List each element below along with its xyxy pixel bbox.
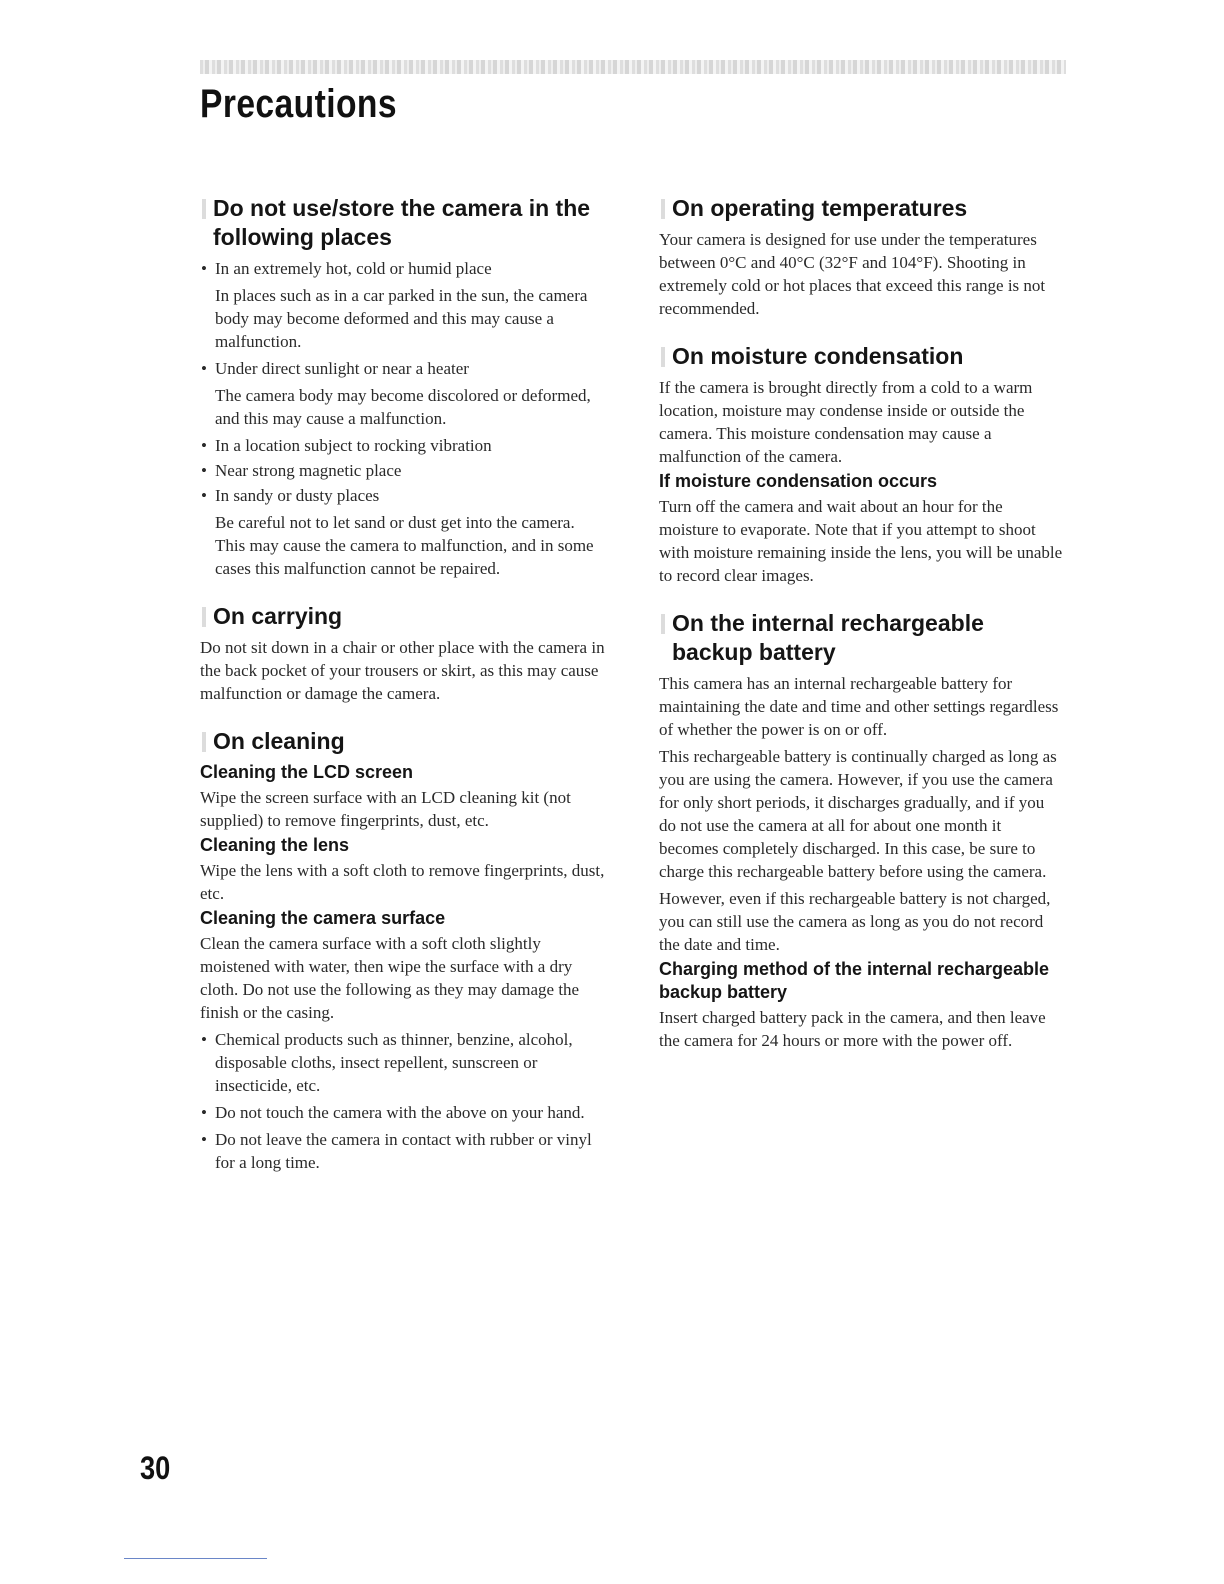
bullet-list [200,1028,605,1174]
section-heading: On the internal rechargeable backup battery [659,609,1064,667]
heading-marker [202,607,206,627]
paragraph: If the camera is brought directly from a cold to a warm location, moisture may condense inside or outside the camera. This moisture condensation may cause a malfunction of the camera. [659,378,1033,466]
paragraph: Wipe the screen surface with an LCD cleaning kit (not supplied) to remove fingerprints, dust, etc. [200,788,571,830]
section-moisture [659,342,1064,587]
paragraph: Clean the camera surface with a soft cloth slightly moistened with water, then wipe the surface with a dry cloth. Do not use the following as they may damage the finish or the casing. [200,934,580,1022]
list-item: • Chemical products such as thinner, benzine, alcohol, disposable cloths, insect repellent, sunscreen or insecticide, etc. [201,1030,573,1095]
heading-marker [202,732,206,752]
section-temperatures [659,194,1064,320]
header-decorative-band [200,60,1066,74]
paragraph: This rechargeable battery is continually charged as long as you are using the camera. However, if you use the camera for only short periods, it discharges gradually, and if you do not use the camera at all for about one month it becomes completely discharged. In this case, be sure to charge this rechargeable battery before using the camera. [659,747,1057,881]
paragraph: Wipe the lens with a soft cloth to remove fingerprints, dust, etc. [200,861,605,903]
subheading-lens: Cleaning the lens [200,835,350,855]
footer-rule [124,1558,267,1559]
section-heading: On cleaning [200,727,605,756]
section-heading: On operating temperatures [659,194,1064,223]
section-heading: On carrying [200,602,605,631]
paragraph: Turn off the camera and wait about an hour for the moisture to evaporate. Note that if you attempt to shoot with moisture remaining inside the lens, you will be unable to record clear images. [659,497,1063,585]
list-item: • In sandy or dusty places Be careful not to let sand or dust get into the camera. This may cause the camera to malfunction, and in some cases this malfunction cannot be repaired. [200,484,605,580]
list-item: • Do not touch the camera with the above on your hand. [201,1103,585,1122]
page-title: Precautions [200,82,397,126]
section-backup-battery [659,609,1064,1052]
subheading-surface: Cleaning the camera surface [200,908,446,928]
paragraph: Insert charged battery pack in the camera, and then leave the camera for 24 hours or more with the power off. [659,1008,1046,1050]
paragraph: Do not sit down in a chair or other place with the camera in the back pocket of your trousers or skirt, as this may cause malfunction or damage the camera. [200,638,605,703]
list-item: • In an extremely hot, cold or humid place In places such as in a car parked in the sun, the camera body may become deformed and this may cause a malfunction. [200,257,605,353]
list-item: • In a location subject to rocking vibration [201,436,492,455]
page-number: 30 [140,1450,171,1486]
right-column [659,194,1064,1074]
subheading-lcd: Cleaning the LCD screen [200,762,414,782]
subheading-condensation: If moisture condensation occurs [659,471,938,491]
list-item: • Near strong magnetic place [201,461,402,480]
paragraph: Your camera is designed for use under the temperatures between 0°C and 40°C (32°F and 104°F). Shooting in extremely cold or hot places that exceed this range is not recommended. [659,230,1046,318]
list-item: • Do not leave the camera in contact with rubber or vinyl for a long time. [201,1130,592,1172]
subheading-charging: Charging method of the internal rechargeable backup battery [659,959,1050,1002]
section-heading: Do not use/store the camera in the following places [200,194,605,252]
section-heading: On moisture condensation [659,342,1064,371]
list-item-detail: In places such as in a car parked in the sun, the camera body may become deformed and this may cause a malfunction. [215,286,588,351]
section-carrying [200,602,605,705]
bullet-list [200,257,605,580]
heading-marker [661,614,665,634]
section-cleaning [200,727,605,1174]
paragraph: This camera has an internal rechargeable battery for maintaining the date and time and other settings regardless of whether the power is on or off. [659,674,1059,739]
list-item: • Under direct sunlight or near a heater The camera body may become discolored or deformed, and this may cause a malfunction. [200,357,605,430]
section-storage-places [200,194,605,580]
list-item-detail: The camera body may become discolored or deformed, and this may cause a malfunction. [215,386,591,428]
heading-marker [202,199,206,219]
heading-marker [661,347,665,367]
list-item-detail: Be careful not to let sand or dust get into the camera. This may cause the camera to malfunction, and in some cases this malfunction cannot be repaired. [215,513,594,578]
paragraph: However, even if this rechargeable battery is not charged, you can still use the camera as long as you do not record the date and time. [659,889,1051,954]
heading-marker [661,199,665,219]
left-column [200,194,605,1196]
